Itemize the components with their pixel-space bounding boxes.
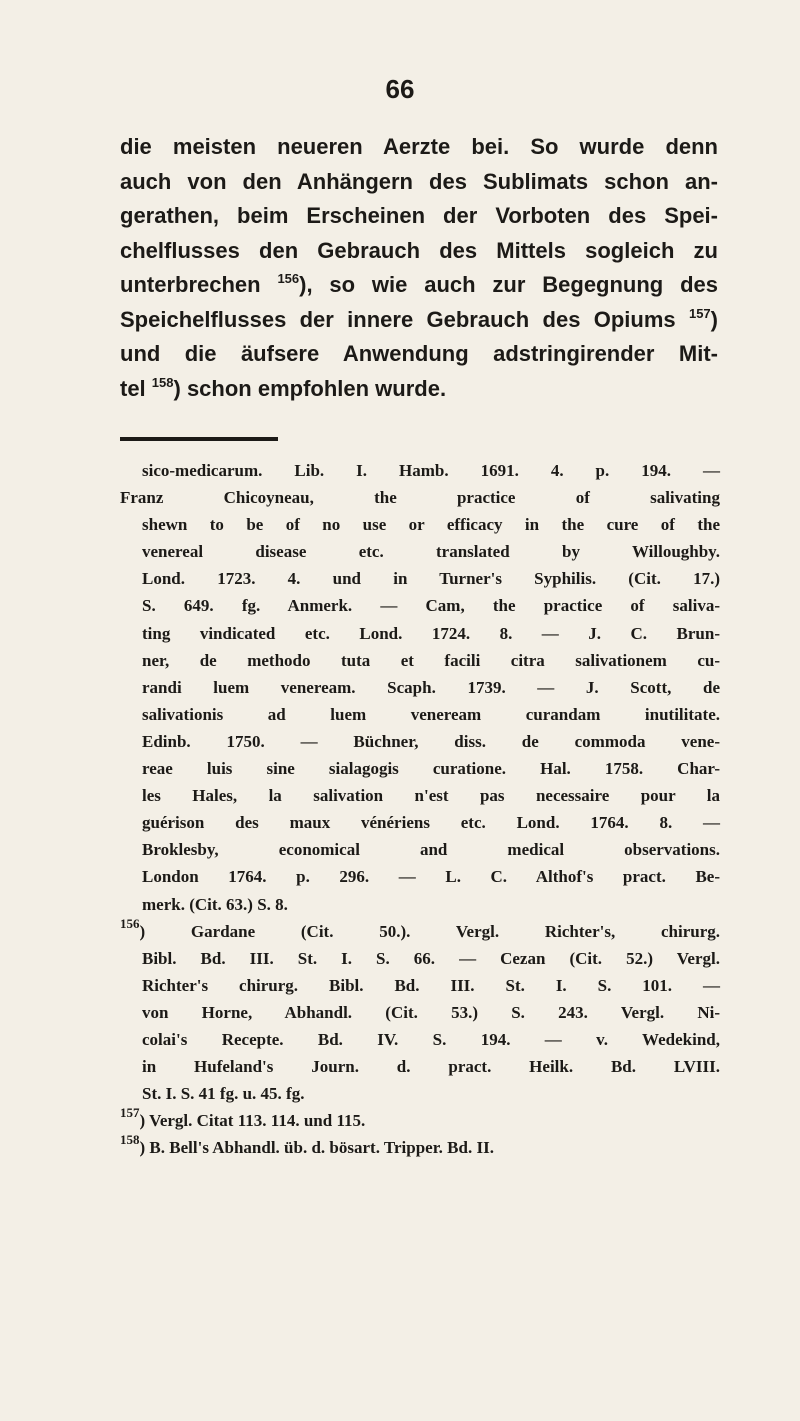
text-segment: B. Bell's Abhandl. üb. d. bösart. Tripper. Bd. II. (149, 1138, 494, 1158)
footnote-line: ting vindicated etc. Lond. 1724. 8. — J. C. Brun- (142, 623, 720, 643)
footnotes (120, 457, 720, 1161)
text-segment: ) schon empfohlen wurde. (173, 375, 447, 401)
text-line: die meisten neueren Aerzte bei. So wurde denn (120, 134, 718, 159)
footnote-line: St. I. S. 41 fg. u. 45. fg. (142, 1084, 305, 1104)
text-line (120, 372, 718, 407)
text-segment: Vergl. Citat 113. 114. und 115. (149, 1111, 366, 1131)
footnote-marker: 158 (120, 1132, 140, 1148)
main-paragraph (120, 130, 718, 406)
footnote-line: Franz Chicoyneau, the practice of salivating (120, 488, 720, 508)
footnote-separator (120, 437, 278, 441)
footnote-line: $^{158}$) B. Bell's Abhandl. üb. d. bösart. Tripper. Bd. II. (120, 1132, 494, 1158)
text-line: gerathen, beim Erscheinen der Vorboten des Spei- (120, 203, 718, 228)
page-number: 66 (385, 74, 415, 104)
footnote-line: Bibl. Bd. III. St. I. S. 66. — Cezan (Cit. 52.) Vergl. (142, 948, 720, 968)
footnote-line: sico-medicarum. Lib. I. Hamb. 1691. 4. p. 194. — (142, 461, 720, 480)
text-line: und die äufsere Anwendung adstringirender Mit- (120, 341, 718, 366)
footnote-line: Lond. 1723. 4. und in Turner's Syphilis. (Cit. 17.) (142, 569, 720, 589)
footnote-line: von Horne, Abhandl. (Cit. 53.) S. 243. Vergl. Ni- (142, 1002, 720, 1022)
text-segment: ) (710, 306, 718, 332)
footnote-line: London 1764. p. 296. — L. C. Althof's pract. Be- (142, 867, 720, 887)
footnote-line: guérison des maux vénériens etc. Lond. 1764. 8. — (142, 813, 720, 833)
footnote-line: salivationis ad luem veneream curandam inutilitate. (142, 704, 720, 724)
footnote-line: Edinb. 1750. — Büchner, diss. de commoda vene- (142, 731, 720, 751)
footnote-line: Richter's chirurg. Bibl. Bd. III. St. I. S. 101. — (142, 975, 720, 995)
footnote-marker: 156 (120, 915, 140, 931)
footnote-line: les Hales, la salivation n'est pas necessaire pour la (142, 786, 720, 806)
text-line (120, 268, 718, 303)
footnote-line: shewn to be of no use or efficacy in the cure of the (142, 515, 720, 535)
text-segment: Gardane (Cit. 50.). Vergl. Richter's, chirurg. (190, 921, 720, 941)
footnote-line: Broklesby, economical and medical observations. (142, 840, 720, 860)
footnote-line: ner, de methodo tuta et facili citra salivationem cu- (142, 650, 720, 670)
footnote-line: randi luem veneream. Scaph. 1739. — J. Scott, de (142, 677, 720, 697)
footnote-line: S. 649. fg. Anmerk. — Cam, the practice of saliva- (142, 596, 720, 616)
text-segment: unterbrechen (120, 272, 278, 297)
text-segment: tel (120, 375, 152, 401)
text-line (120, 303, 718, 338)
footnote-line: reae luis sine sialagogis curatione. Hal. 1758. Char- (142, 759, 720, 779)
footnote-line: $^{156}$) Gardane (Cit. 50.). Vergl. Richter's, chirurg. (120, 915, 720, 941)
footnote-line: venereal disease etc. translated by Willoughby. (142, 542, 720, 562)
text-segment: ), so wie auch zur Begegnung des (299, 272, 718, 297)
footnote-ref: 156 (277, 271, 300, 286)
text-line: chelflusses den Gebrauch des Mittels sogleich zu (120, 237, 718, 263)
footnote-line: merk. (Cit. 63.) S. 8. (142, 894, 288, 914)
footnote-line: in Hufeland's Journ. d. pract. Heilk. Bd. LVIII. (142, 1057, 720, 1077)
footnote-line: $^{157}$) Vergl. Citat 113. 114. und 115. (120, 1105, 366, 1131)
footnote-marker: 157 (120, 1105, 140, 1121)
footnote-ref: 157 (688, 305, 711, 321)
footnote-line: colai's Recepte. Bd. IV. S. 194. — v. Wedekind, (142, 1029, 720, 1049)
text-line: auch von den Anhängern des Sublimats schon an- (120, 168, 718, 194)
text-segment: Speichelflusses der innere Gebrauch des Opiums (120, 306, 689, 332)
footnote-ref: 158 (151, 374, 174, 390)
